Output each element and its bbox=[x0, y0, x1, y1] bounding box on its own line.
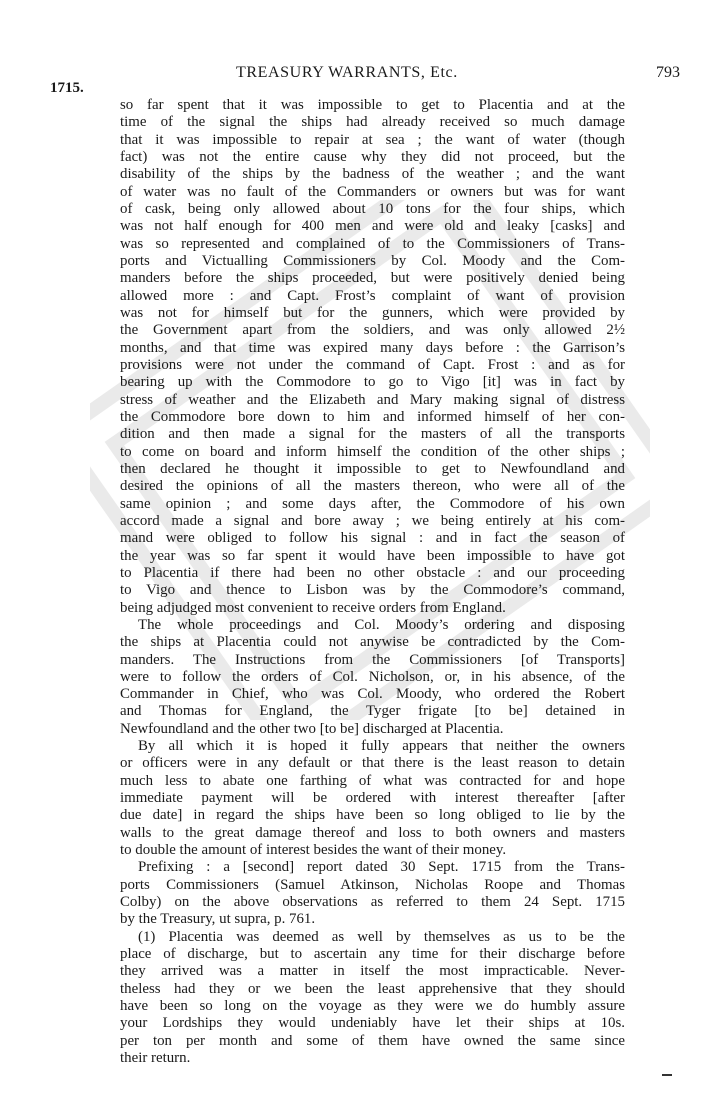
text-line: were to follow the orders of Col. Nicholson, or, in his absence, of the bbox=[120, 668, 625, 685]
text-line: time of the signal the ships had already received so much damage bbox=[120, 114, 625, 131]
text-line: dition and then made a signal for the masters of all the transports bbox=[120, 426, 625, 443]
text-line: was so represented and complained of to the Commissioners of Trans- bbox=[120, 235, 625, 252]
text-line: Prefixing : a [second] report dated 30 Sept. 1715 from the Trans- bbox=[138, 859, 625, 876]
text-line: to Vigo and thence to Lisbon was by the Commodore’s command, bbox=[120, 582, 625, 599]
text-line: stress of weather and the Elizabeth and Mary making signal of distress bbox=[120, 391, 625, 408]
text-line: provisions were not under the command of Capt. Frost : and as for bbox=[120, 356, 625, 373]
text-line: to double the amount of interest besides the want of their money. bbox=[120, 842, 507, 859]
text-line: to Placentia if there had been no other obstacle : and our proceeding bbox=[120, 564, 625, 581]
text-line: place of discharge, but to ascertain any time for their discharge before bbox=[120, 946, 625, 963]
text-line: being adjudged most convenient to receive orders from England. bbox=[120, 599, 506, 616]
text-line: By all which it is hoped it fully appears that neither the owners bbox=[138, 738, 625, 755]
text-line: their return. bbox=[120, 1050, 191, 1067]
text-line: much less to abate one farthing of what was contracted for and hope bbox=[120, 772, 625, 789]
text-line: disability of the ships by the badness of the weather ; and the want bbox=[120, 166, 625, 183]
text-line: mand were obliged to follow his signal : and in fact the season of bbox=[120, 530, 625, 547]
text-line: manders. The Instructions from the Commissioners [of Transports] bbox=[120, 651, 625, 668]
text-line: walls to the great damage thereof and loss to both owners and masters bbox=[120, 824, 625, 841]
document-body bbox=[120, 97, 625, 1067]
text-line: immediate payment will be ordered with interest thereafter [after bbox=[120, 790, 625, 807]
text-line: by the Treasury, ut supra, p. 761. bbox=[120, 911, 316, 928]
text-line: allowed more : and Capt. Frost’s complaint of want of provision bbox=[120, 287, 625, 304]
text-line: the Commodore bore down to him and informed himself of her con- bbox=[120, 408, 625, 425]
text-line: so far spent that it was impossible to get to Placentia and at the bbox=[120, 97, 625, 113]
text-line: or officers were in any default or that there is the least reason to detain bbox=[120, 755, 625, 772]
print-mark bbox=[662, 1074, 672, 1076]
text-line: per ton per month and some of them have owned the same since bbox=[120, 1032, 625, 1049]
text-line: the ships at Placentia could not anywise be contradicted by the Com- bbox=[120, 634, 625, 651]
text-line: Newfoundland and the other two [to be] discharged at Placentia. bbox=[120, 720, 504, 737]
text-line: theless had they or we been the least apprehensive that they should bbox=[120, 980, 625, 997]
text-line: accord made a signal and bore away ; we being entirely at his com- bbox=[120, 512, 625, 529]
text-line: your Lordships they would undeniably have let their ships at 10s. bbox=[120, 1015, 625, 1032]
text-line: was not for himself but for the gunners, which were provided by bbox=[120, 304, 625, 321]
text-line: to come on board and inform himself the condition of the other ships ; bbox=[120, 443, 625, 460]
text-line: fact) was not the entire cause why they did not proceed, but the bbox=[120, 148, 625, 165]
text-line: desired the opinions of all the masters thereon, who were all of the bbox=[120, 478, 625, 495]
text-line: The whole proceedings and Col. Moody’s ordering and disposing bbox=[138, 616, 625, 633]
page-number: 793 bbox=[656, 64, 680, 81]
text-line: due date] in regard the ships have been so long obliged to lie by the bbox=[120, 807, 625, 824]
text-line: the Government apart from the soldiers, and was only allowed 2½ bbox=[120, 322, 625, 339]
text-line: that it was impossible to repair at sea ; the want of water (though bbox=[120, 131, 625, 148]
text-line: same opinion ; and some days after, the Commodore of his own bbox=[120, 495, 625, 512]
text-line: ports Commissioners (Samuel Atkinson, Nicholas Roope and Thomas bbox=[120, 876, 625, 893]
text-line: they arrived was a matter in itself the most impracticable. Never- bbox=[120, 963, 625, 980]
text-line: then declared he thought it impossible to get to Newfoundland and bbox=[120, 460, 625, 477]
text-line: ports and Victualling Commissioners by Col. Moody and the Com- bbox=[120, 252, 625, 269]
text-line: and Thomas for England, the Tyger frigate [to be] detained in bbox=[120, 703, 625, 720]
text-line: of water was no fault of the Commanders or owners but was for want bbox=[120, 183, 625, 200]
margin-year: 1715. bbox=[50, 80, 84, 96]
text-line: months, and that time was expired many days before : the Garrison’s bbox=[120, 339, 625, 356]
text-line: was not half enough for 400 men and were old and leaky [casks] and bbox=[120, 218, 625, 235]
running-head: TREASURY WARRANTS, Etc. bbox=[236, 64, 458, 81]
text-line: (1) Placentia was deemed as well by themselves as us to be the bbox=[138, 928, 625, 945]
text-line: the year was so far spent it would have been impossible to have got bbox=[120, 547, 625, 564]
text-line: of cask, being only allowed about 10 tons for the four ships, which bbox=[120, 200, 625, 217]
text-line: have been so long on the voyage as they were we do humbly assure bbox=[120, 998, 625, 1015]
text-line: Commander in Chief, who was Col. Moody, who ordered the Robert bbox=[120, 686, 625, 703]
text-line: manders before the ships proceeded, but were positively denied being bbox=[120, 270, 625, 287]
text-line: bearing up with the Commodore to go to Vigo [it] was in fact by bbox=[120, 374, 625, 391]
text-line: Colby) on the above observations as referred to them 24 Sept. 1715 bbox=[120, 894, 625, 911]
